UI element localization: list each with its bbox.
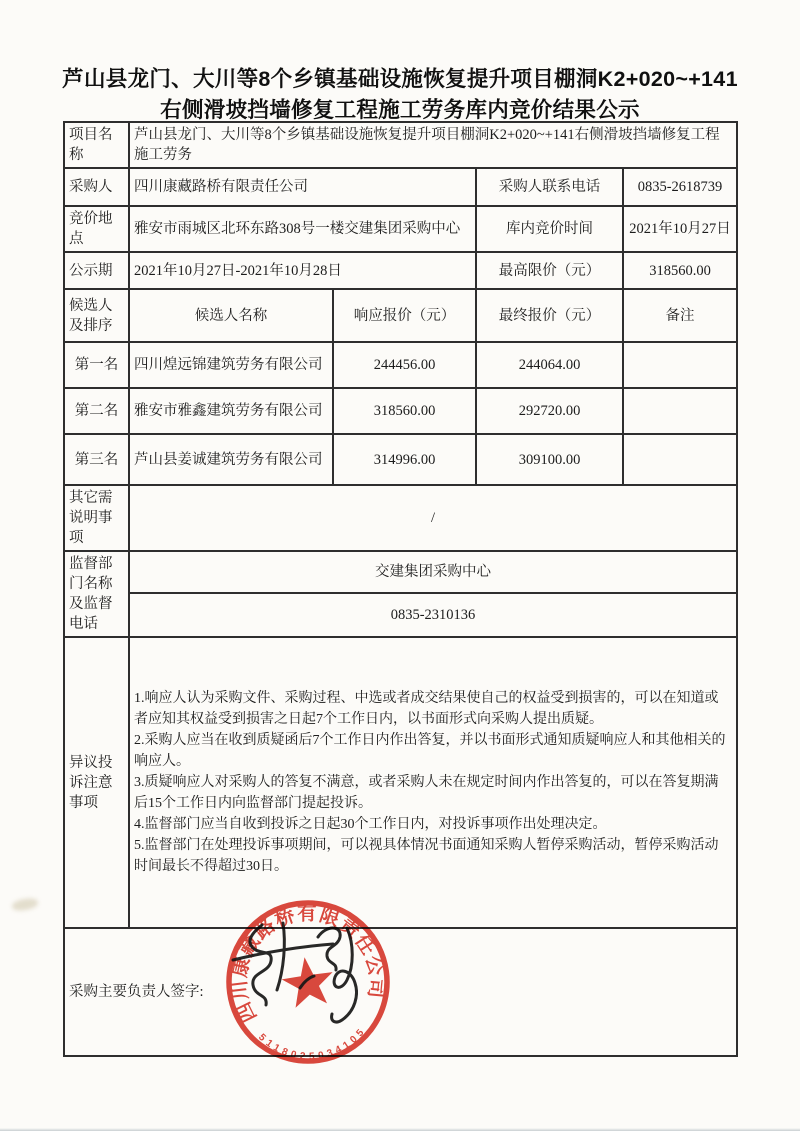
seal-company-text: 四川康藏路桥有限责任公司 bbox=[229, 903, 387, 1026]
candidate-row bbox=[64, 434, 737, 485]
venue-label: 竞价地点 bbox=[64, 206, 129, 252]
candidate-name: 雅安市雅鑫建筑劳务有限公司 bbox=[129, 388, 333, 434]
row-project bbox=[64, 122, 737, 168]
objection-label: 异议投诉注意事项 bbox=[64, 637, 129, 928]
supervision-dept: 交建集团采购中心 bbox=[129, 551, 737, 593]
candidate-remark bbox=[623, 434, 737, 485]
candidates-final-header: 最终报价（元） bbox=[476, 289, 623, 342]
candidate-response: 244456.00 bbox=[333, 342, 476, 388]
purchaser-label: 采购人 bbox=[64, 168, 129, 206]
publicity-value: 2021年10月27日-2021年10月28日 bbox=[129, 252, 476, 289]
project-value: 芦山县龙门、大川等8个乡镇基础设施恢复提升项目棚洞K2+020~+141右侧滑坡挡墙修复工程施工劳务 bbox=[129, 122, 737, 168]
candidate-row bbox=[64, 342, 737, 388]
objection-item: 1.响应人认为采购文件、采购过程、中选或者成交结果使自己的权益受到损害的，可以在知道或者应知其权益受到损害之日起7个工作日内，以书面形式向采购人提出质疑。 bbox=[134, 691, 719, 727]
row-other-notes bbox=[64, 485, 737, 551]
signature-cell bbox=[64, 928, 737, 1056]
candidate-name: 芦山县姜诚建筑劳务有限公司 bbox=[129, 434, 333, 485]
other-notes-label: 其它需说明事项 bbox=[64, 485, 129, 551]
max-price-label: 最高限价（元） bbox=[476, 252, 623, 289]
objection-content bbox=[129, 637, 737, 928]
supervision-phone: 0835-2310136 bbox=[129, 593, 737, 637]
document-title: 芦山县龙门、大川等8个乡镇基础设施恢复提升项目棚洞K2+020~+141右侧滑坡挡墙修复工程施工劳务库内竞价结果公示 bbox=[62, 67, 738, 122]
other-notes-value: / bbox=[129, 485, 737, 551]
max-price-value: 318560.00 bbox=[623, 252, 737, 289]
objection-item: 5.监督部门在处理投诉事项期间，可以视具体情况书面通知采购人暂停采购活动，暂停采购活动时间最长不得超过30日。 bbox=[134, 838, 719, 874]
candidate-rank: 第三名 bbox=[64, 434, 129, 485]
venue-value: 雅安市雨城区北环东路308号一楼交建集团采购中心 bbox=[129, 206, 476, 252]
candidate-row bbox=[64, 388, 737, 434]
row-signature bbox=[64, 928, 737, 1056]
result-table bbox=[63, 121, 738, 1057]
row-supervision-dept bbox=[64, 551, 737, 593]
purchaser-value: 四川康藏路桥有限责任公司 bbox=[129, 168, 476, 206]
purchaser-phone-label: 采购人联系电话 bbox=[476, 168, 623, 206]
signature-label: 采购主要负责人签字: bbox=[69, 984, 204, 1000]
candidates-response-header: 响应报价（元） bbox=[333, 289, 476, 342]
row-venue bbox=[64, 206, 737, 252]
row-publicity bbox=[64, 252, 737, 289]
publicity-label: 公示期 bbox=[64, 252, 129, 289]
candidate-rank: 第一名 bbox=[64, 342, 129, 388]
candidate-remark bbox=[623, 388, 737, 434]
purchaser-phone-value: 0835-2618739 bbox=[623, 168, 737, 206]
candidate-final: 292720.00 bbox=[476, 388, 623, 434]
project-label: 项目名称 bbox=[64, 122, 129, 168]
candidate-final: 244064.00 bbox=[476, 342, 623, 388]
pencil-smudge bbox=[11, 897, 39, 912]
candidates-name-header: 候选人名称 bbox=[129, 289, 333, 342]
objection-item: 3.质疑响应人对采购人的答复不满意，或者采购人未在规定时间内作出答复的，可以在答复期满后15个工作日内向监督部门提起投诉。 bbox=[134, 775, 719, 811]
candidates-rank-header: 候选人及排序 bbox=[64, 289, 129, 342]
supervision-label: 监督部门名称及监督电话 bbox=[64, 551, 129, 637]
row-purchaser bbox=[64, 168, 737, 206]
candidates-remark-header: 备注 bbox=[623, 289, 737, 342]
candidate-response: 318560.00 bbox=[333, 388, 476, 434]
row-candidates-header bbox=[64, 289, 737, 342]
objection-item: 2.采购人应当在收到质疑函后7个工作日内作出答复，并以书面形式通知质疑响应人和其他相关的响应人。 bbox=[134, 733, 726, 769]
candidate-final: 309100.00 bbox=[476, 434, 623, 485]
seal-number-text: 5118025034105 bbox=[256, 1027, 367, 1063]
bid-time-label: 库内竞价时间 bbox=[476, 206, 623, 252]
candidate-remark bbox=[623, 342, 737, 388]
candidate-name: 四川煌远锦建筑劳务有限公司 bbox=[129, 342, 333, 388]
row-objection bbox=[64, 637, 737, 928]
candidate-response: 314996.00 bbox=[333, 434, 476, 485]
bid-time-value: 2021年10月27日 bbox=[623, 206, 737, 252]
objection-item: 4.监督部门应当自收到投诉之日起30个工作日内，对投诉事项作出处理决定。 bbox=[134, 817, 607, 832]
row-supervision-phone bbox=[64, 593, 737, 637]
candidate-rank: 第二名 bbox=[64, 388, 129, 434]
